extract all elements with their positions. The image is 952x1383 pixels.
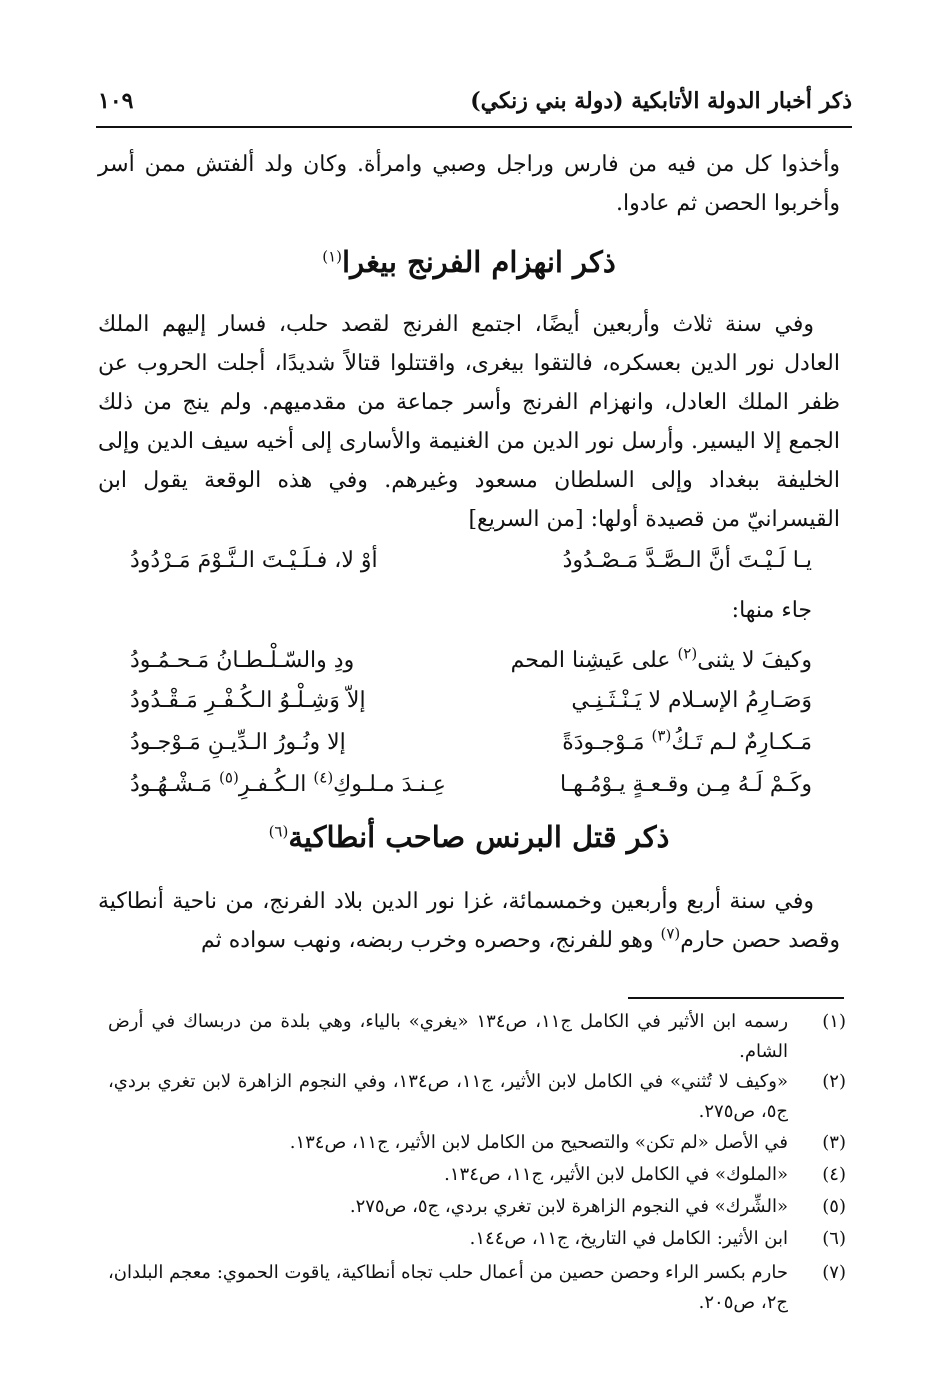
- verse-hemistich-left: أوْ لا، فـلَـيْـتَ الـنَّـوْمَ مَـرْدُودُ: [130, 548, 378, 573]
- footnote-ref-5: (٥): [219, 768, 239, 787]
- section-heading-defeat: [98, 245, 840, 279]
- verse-line-4: [130, 768, 812, 812]
- footnote-number: (٦): [822, 1228, 846, 1249]
- footnote-text: حارم بكسر الراء وحصن حصين من أعمال حلب تجاه أنطاكية، ياقوت الحموي: معجم البلدان، ج٢، ص٢٠٥.: [108, 1262, 788, 1313]
- section-heading-prince: [98, 820, 840, 854]
- header-rule: [96, 126, 852, 128]
- verse-hemistich-right: وكَـمْ لَـهُ مِـن وقـعـةٍ يـوْمُـهـا: [560, 772, 812, 797]
- footnote-ref-7: (٧): [660, 924, 681, 943]
- verse-intro: جاء منها:: [731, 598, 812, 623]
- verse-text: عِـنـدَ مـلـوكِ: [333, 772, 446, 797]
- footnote-text: في الأصل «لم تكن» والتصحيح من الكامل لابن الأثير، ج١١، ص١٣٤.: [289, 1132, 788, 1153]
- footnote-5: [108, 1192, 846, 1222]
- running-header: [98, 88, 852, 124]
- page-number: ١٠٩: [98, 88, 134, 114]
- footnote-number: (١): [822, 1011, 846, 1032]
- verse-line-1: [130, 644, 812, 688]
- verse-hemistich-left: إلا ونُـورُ الـدِّيـنِ مَـوْجـودُ: [130, 730, 346, 755]
- footnote-number: (٤): [822, 1164, 846, 1185]
- footnote-number: (٣): [822, 1132, 846, 1153]
- footnote-rule: [628, 997, 844, 999]
- verse-text: مَـوْجـودَةً: [562, 730, 652, 755]
- running-title: ذكر أخبار الدولة الأتابكية (دولة بني زنكي): [470, 88, 852, 114]
- footnote-3: [108, 1128, 846, 1158]
- verse-hemistich-right: وَصَـارِمُ الإسـلام لا يَـنْـثَـنِـي: [571, 688, 812, 713]
- footnote-ref-3: (٣): [651, 726, 672, 745]
- footnote-text: رسمه ابن الأثير في الكامل ج١١، ص١٣٤ «يغري» بالياء، وهي بلدة من دربساك في أرض الشام.: [108, 1011, 789, 1062]
- paragraph-text: وهو للفرنج، وحصره وخرب ربضه، ونهب سواده ثم: [201, 928, 661, 953]
- verse-text: مَـشْـهُـودُ: [130, 772, 220, 797]
- footnote-ref-2: (٢): [677, 644, 698, 663]
- verse-hemistich-right: [510, 644, 812, 673]
- footnote-text: «الملوك» في الكامل لابن الأثير، ج١١، ص١٣٤.: [444, 1164, 788, 1185]
- verse-text: على عَيشِنا المحم: [510, 648, 678, 673]
- footnote-number: (٧): [822, 1262, 846, 1283]
- paragraph-opening: وأخذوا كل من فيه من فارس وراجل وصبي وامرأة. وكان ولد ألفتش ممن أسر وأخربوا الحصن ثم عادوا.: [98, 152, 840, 216]
- footnote-text: ابن الأثير: الكامل في التاريخ، ج١١، ص١٤٤.: [469, 1228, 788, 1249]
- footnote-4: [108, 1160, 846, 1190]
- footnote-6: [108, 1224, 846, 1254]
- paragraph-defeat: وفي سنة ثلاث وأربعين أيضًا، اجتمع الفرنج لقصد حلب، فسار إليهم الملك العادل نور الدين بعسكره، فالتقوا بيغرى، واقتتلوا قتالاً شديدًا، أجلت الحروب عن ظفر الملك العادل، وانهزام الفرنج وأسر جماعة من مقدميهم. ولم ينج من ذلك الجمع إلا اليسير. وأرسل نور الدين من الغنيمة والأسارى إلى أخيه سيف الدين وإلى الخليفة ببغداد وإلى السلطان مسعود وغيرهم. وفي هذه الوقعة يقول ابن القيسرانيّ من قصيدة أولها: [من السريع]: [98, 312, 840, 532]
- footnote-1: [108, 1007, 846, 1067]
- footnote-7: [108, 1258, 846, 1318]
- verse-hemistich-left: إلاّ وَشِـلْـوُ الـكُـفْـرِ مَـقْـدُودُ: [130, 688, 366, 713]
- verse-hemistich-left: [130, 768, 446, 797]
- heading-text: ذكر قتل البرنس صاحب أنطاكية: [288, 820, 670, 854]
- footnote-ref-4: (٤): [313, 768, 334, 787]
- footnote-number: (٥): [822, 1196, 846, 1217]
- verse-line-2: [130, 688, 812, 728]
- verse-text: الـكُـفـرِ: [238, 772, 314, 797]
- footnote-text: «وكيف لا تُثني» في الكامل لابن الأثير، ج١١، ص١٣٤، وفي النجوم الزاهرة لابن تغري بردي، ج٥، ص٢٧٥.: [108, 1071, 788, 1122]
- verse-hemistich-left: ودِ والسّـلْـطـانُ مَـحـمُـودُ: [130, 648, 355, 673]
- verse-opening: [130, 548, 812, 588]
- footnote-number: (٢): [822, 1071, 846, 1092]
- footnote-text: «الشِّرك» في النجوم الزاهرة لابن تغري بردي، ج٥، ص٢٧٥.: [349, 1196, 788, 1217]
- verse-text: مَـكـارِمٌ لـم تَـكُ: [671, 730, 812, 755]
- paragraph-text: وفي سنة أربع وأربعين وخمسمائة، غزا نور الدين بلاد الفرنج، من ناحية أنطاكية وقصد حصن حارم: [98, 889, 840, 953]
- verse-line-3: [130, 726, 812, 770]
- footnote-ref-1: (١): [322, 247, 343, 266]
- paragraph-prince: [98, 882, 840, 960]
- verse-text: وكيفَ لا يثنى: [697, 648, 812, 673]
- verse-hemistich-right: يـا لَـيْـتَ أنَّ الـصَّـدَّ مَـصْـدُودُ: [562, 548, 812, 573]
- footnote-ref-6: (٦): [268, 822, 289, 841]
- heading-text: ذكر انهزام الفرنج بيغرا: [342, 245, 616, 279]
- verse-hemistich-right: [562, 726, 812, 755]
- footnote-2: [108, 1067, 846, 1127]
